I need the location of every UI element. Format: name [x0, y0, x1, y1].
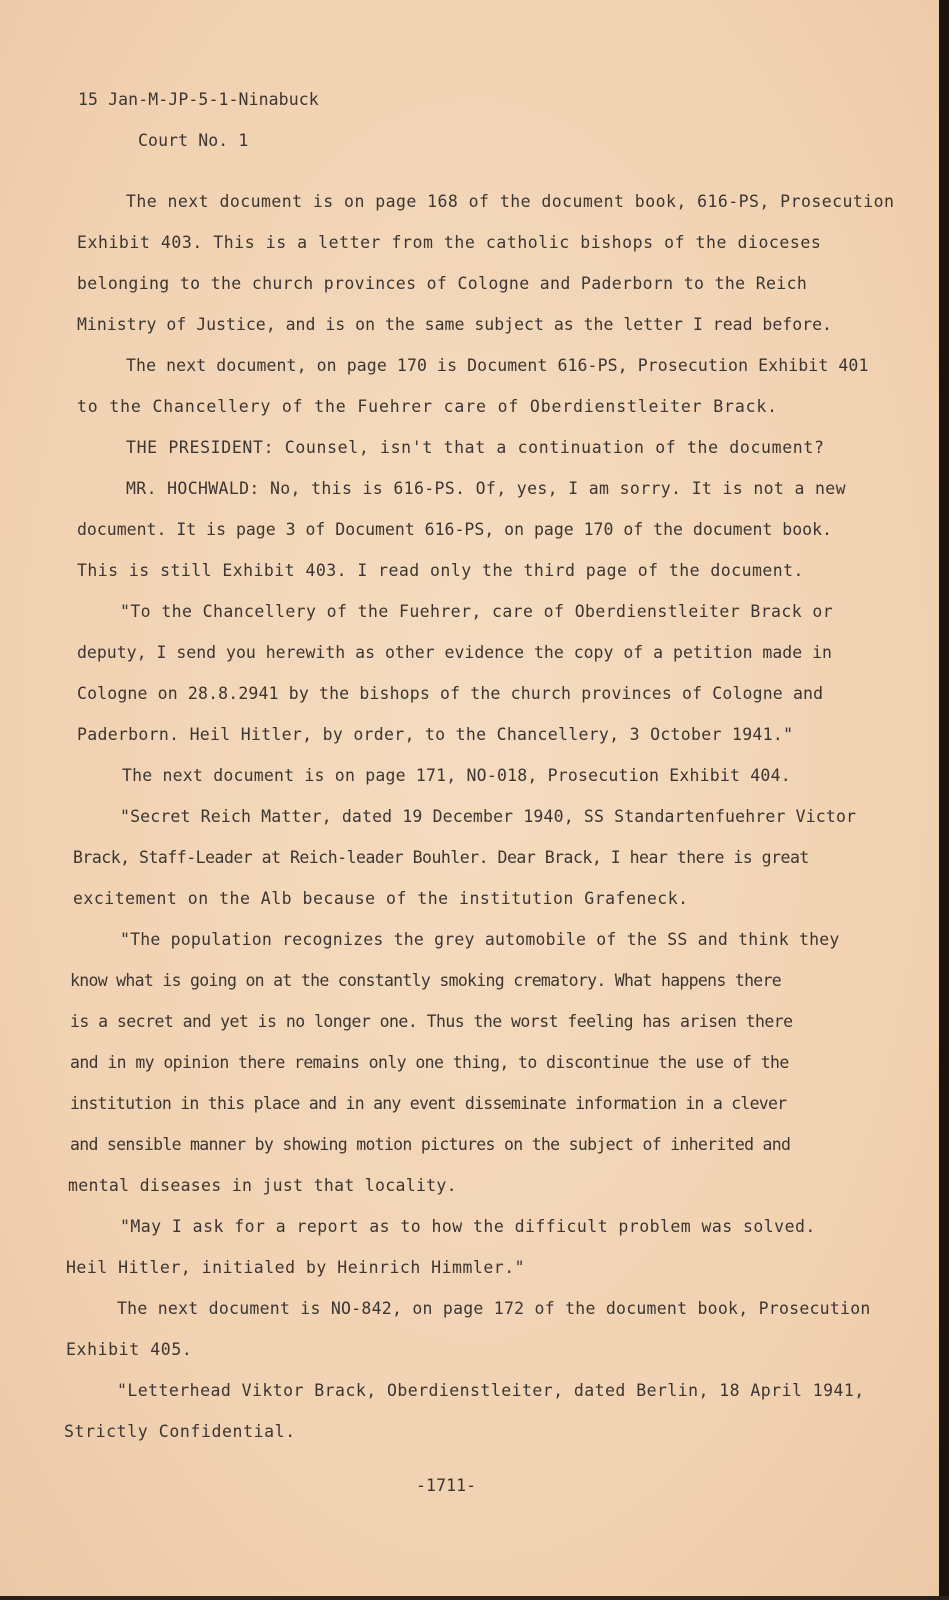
body-line: to the Chancellery of the Fuehrer care of Oberdienstleiter Brack. — [77, 397, 778, 416]
body-line: The next document is NO-842, on page 172 of the document book, Prosecution — [117, 1299, 871, 1318]
quote-line: excitement on the Alb because of the institution Grafeneck. — [73, 889, 689, 908]
quote-line: Brack, Staff-Leader at Reich-leader Bouhler. Dear Brack, I hear there is great — [73, 848, 809, 867]
quote-line: Heil Hitler, initialed by Heinrich Himmler." — [66, 1258, 526, 1277]
scan-edge-right — [939, 0, 949, 1600]
quote-line: Strictly Confidential. — [64, 1422, 296, 1441]
body-line: The next document, on page 170 is Document 616-PS, Prosecution Exhibit 401 — [126, 356, 869, 375]
body-line: This is still Exhibit 403. I read only the third page of the document. — [77, 561, 804, 580]
quote-line: "To the Chancellery of the Fuehrer, care of Oberdienstleiter Brack or — [120, 602, 834, 621]
quote-line: "Letterhead Viktor Brack, Oberdienstleiter, dated Berlin, 18 April 1941, — [117, 1381, 865, 1400]
quote-line: Cologne on 28.8.2941 by the bishops of the church provinces of Cologne and — [77, 684, 824, 703]
quote-line: is a secret and yet is no longer one. Thus the worst feeling has arisen there — [70, 1012, 793, 1031]
quote-line: and sensible manner by showing motion pictures on the subject of inherited and — [70, 1135, 791, 1154]
quote-line: Paderborn. Heil Hitler, by order, to the Chancellery, 3 October 1941." — [77, 725, 794, 744]
court-number: Court No. 1 — [138, 131, 249, 150]
quote-line: "May I ask for a report as to how the difficult problem was solved. — [120, 1217, 816, 1236]
speaker-line: THE PRESIDENT: Counsel, isn't that a continuation of the document? — [126, 438, 825, 457]
quote-line: and in my opinion there remains only one thing, to discontinue the use of the — [70, 1053, 789, 1072]
body-line: The next document is on page 171, NO-018, Prosecution Exhibit 404. — [122, 766, 791, 785]
speaker-line: MR. HOCHWALD: No, this is 616-PS. Of, yes, I am sorry. It is not a new — [126, 479, 846, 498]
body-line: Exhibit 403. This is a letter from the catholic bishops of the dioceses — [77, 233, 822, 252]
quote-line: mental diseases in just that locality. — [68, 1176, 457, 1195]
quote-line: know what is going on at the constantly smoking crematory. What happens there — [70, 971, 782, 990]
quote-line: "The population recognizes the grey automobile of the SS and think they — [120, 930, 840, 949]
body-line: Ministry of Justice, and is on the same subject as the letter I read before. — [77, 315, 832, 334]
quote-line: institution in this place and in any event disseminate information in a clever — [70, 1094, 787, 1113]
quote-line: deputy, I send you herewith as other evidence the copy of a petition made in — [77, 643, 832, 662]
scan-edge-bottom — [0, 1596, 949, 1600]
page-number: -1711- — [416, 1476, 477, 1495]
document-header-id: 15 Jan-M-JP-5-1-Ninabuck — [78, 90, 319, 109]
body-line: Exhibit 405. — [66, 1340, 193, 1359]
body-line: document. It is page 3 of Document 616-PS, on page 170 of the document book. — [77, 520, 832, 539]
body-line: belonging to the church provinces of Cologne and Paderborn to the Reich — [77, 274, 808, 293]
body-line: The next document is on page 168 of the document book, 616-PS, Prosecution — [126, 192, 895, 211]
quote-line: "Secret Reich Matter, dated 19 December 1940, SS Standartenfuehrer Victor — [120, 807, 857, 826]
